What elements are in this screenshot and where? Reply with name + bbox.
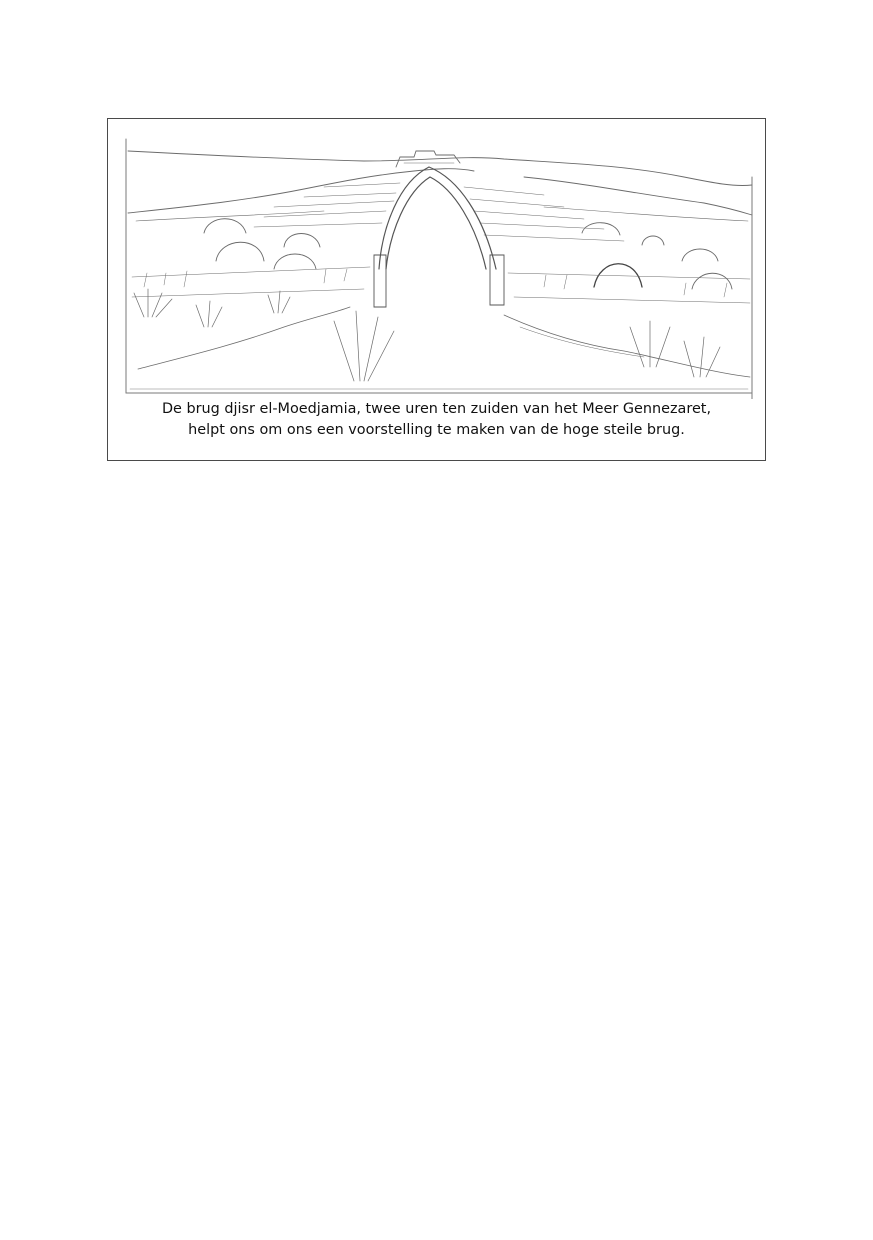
figure-frame	[107, 118, 766, 461]
mounds	[204, 219, 732, 289]
caption-line-1: De brug djisr el-Moedjamia, twee uren ten zuiden van het Meer Gennezaret,	[161, 401, 712, 417]
figure-caption	[108, 399, 765, 441]
grass-fields	[132, 267, 750, 303]
bridge-sketch-illustration	[124, 137, 756, 399]
bridge-arch	[374, 167, 504, 307]
caption-line-2: helpt ons om ons een voorstelling te maken van de hoge steile brug.	[188, 422, 685, 438]
distant-hills	[128, 151, 752, 221]
shrubs	[134, 289, 720, 381]
river-banks	[138, 307, 750, 377]
